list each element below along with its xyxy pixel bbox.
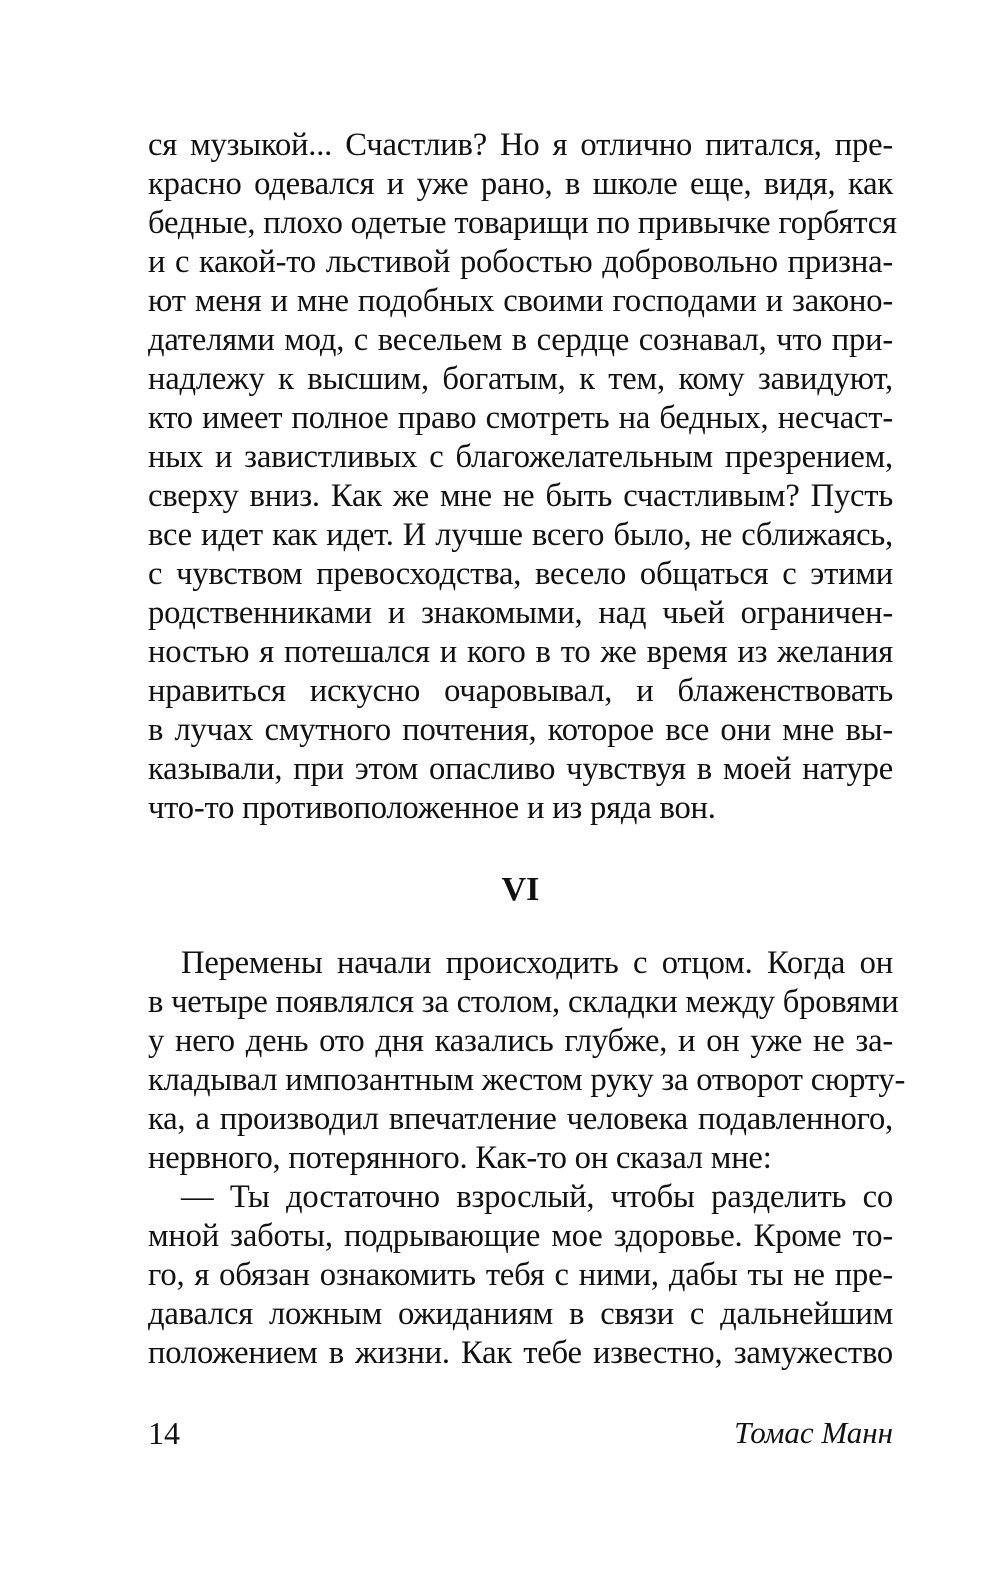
text-line: что-то противоположенное и из ряда вон. [148,790,716,826]
text-line: в лучах смутного почтения, которое все они мне вы- [148,712,893,748]
text-line: у него день ото дня казались глубже, и он уже не за- [148,1023,893,1059]
text-line: ных и завистливых с благожелательным презрением, [148,439,893,475]
text-line: го, я обязан ознакомить тебя с ними, дабы ты не пре- [148,1257,893,1293]
running-footer-author: Томас Манн [734,1415,893,1450]
text-line: казывали, при этом опасливо чувствуя в моей натуре [148,751,893,787]
chapter-heading: VI [501,871,540,908]
text-line: в четыре появлялся за столом, складки между бровями [148,984,899,1020]
text-line: — Ты достаточно взрослый, чтобы разделить со [181,1179,893,1215]
text-line: надлежу к высшим, богатым, к тем, кому завидуют, [148,361,893,397]
text-line: ностью я потешался и кого в то же время из желания [148,634,893,670]
text-line: все идет как идет. И лучше всего было, не сближаясь, [148,517,893,553]
text-line: Перемены начали происходить с отцом. Когда он [181,945,893,981]
text-line: родственниками и знакомыми, над чьей ограничен- [148,595,893,631]
paragraph-continuation [148,126,897,828]
text-line: ка, а производил впечатление человека подавленного, [148,1101,893,1137]
text-line: кто имеет полное право смотреть на бедных, несчаст- [148,400,893,436]
text-line: сверху вниз. Как же мне не быть счастливым? Пусть [148,478,893,514]
page-number: 14 [148,1415,180,1451]
text-line: бедные, плохо одетые товарищи по привычке горбятся [148,205,897,241]
text-line: ся музыкой... Счастлив? Но я отлично питался, пре- [148,127,893,163]
text-line: положением в жизни. Как тебе известно, замужество [148,1335,893,1371]
chapter-text [148,944,906,1373]
text-line: нервного, потерянного. Как-то он сказал мне: [148,1140,772,1176]
text-line: мной заботы, подрывающие мое здоровье. Кроме то- [148,1218,893,1254]
text-line: кладывал импозантным жестом руку за отворот сюрту- [148,1062,906,1098]
text-line: красно одевался и уже рано, в школе еще, видя, как [148,166,893,202]
text-line: давался ложным ожиданиям в связи с дальнейшим [148,1296,893,1332]
text-line: и с какой-то льстивой робостью добровольно призна- [148,244,893,280]
text-line: нравиться искусно очаровывал, и блаженствовать [148,673,893,709]
text-line: ют меня и мне подобных своими господами и законо- [148,283,893,319]
text-line: дателями мод, с весельем в сердце сознавал, что при- [148,322,893,358]
text-line: с чувством превосходства, весело общаться с этими [148,556,893,592]
